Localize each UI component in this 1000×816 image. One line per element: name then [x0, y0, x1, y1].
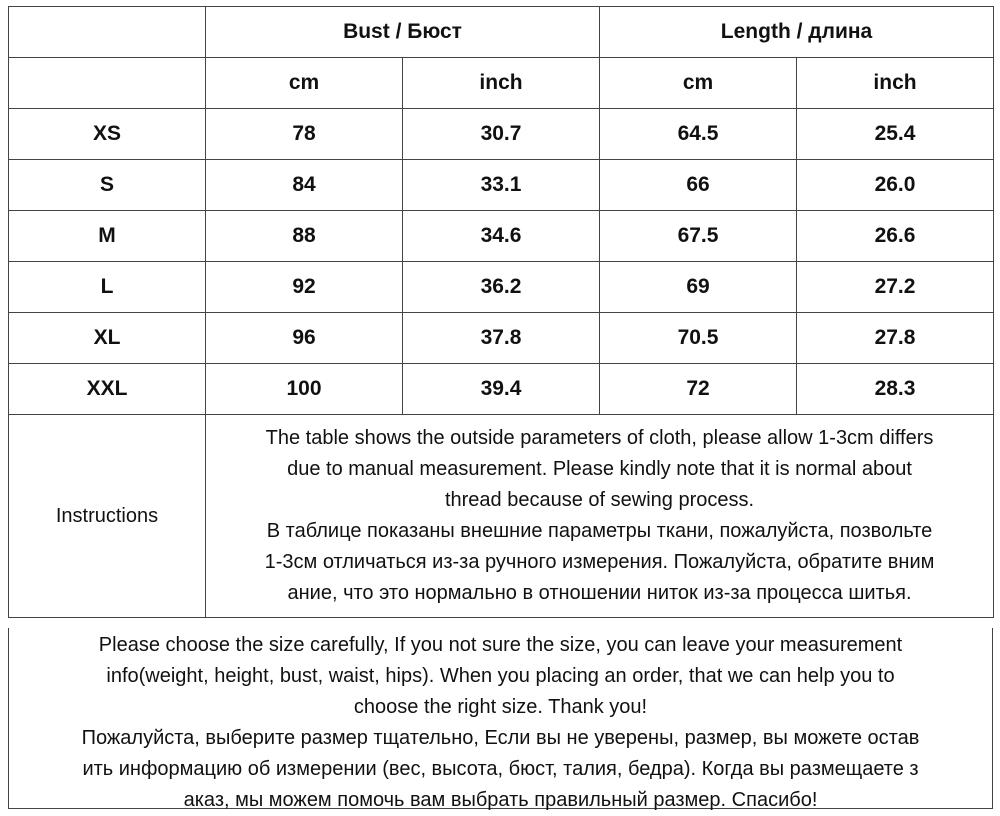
instructions-line: The table shows the outside parameters of cloth, please allow 1-3cm differs	[265, 427, 934, 449]
size-advice-note	[8, 628, 993, 809]
table-cell: 28.3	[797, 364, 994, 415]
table-cell: 36.2	[403, 262, 600, 313]
instructions-line: due to manual measurement. Please kindly note that it is normal about	[287, 458, 912, 480]
size-table	[8, 6, 994, 618]
table-row	[9, 160, 994, 211]
table-cell: 25.4	[797, 109, 994, 160]
instructions-line: thread because of sewing process.	[444, 489, 755, 511]
unit-header: inch	[403, 58, 600, 109]
corner-cell	[9, 58, 206, 109]
instructions-line: В таблице показаны внешние параметры ткани, пожалуйста, позвольте	[266, 520, 933, 542]
table-cell: 78	[206, 109, 403, 160]
table-cell: 66	[600, 160, 797, 211]
size-label: L	[9, 262, 206, 313]
instructions-text	[206, 415, 994, 618]
table-row	[9, 364, 994, 415]
table-row	[9, 109, 994, 160]
instructions-line: 1-3см отличаться из-за ручного измерения. Пожалуйста, обратите вним	[264, 551, 935, 573]
bust-header: Bust / Бюст	[206, 7, 600, 58]
table-cell: 26.0	[797, 160, 994, 211]
table-cell: 27.8	[797, 313, 994, 364]
table-cell: 67.5	[600, 211, 797, 262]
unit-header: cm	[600, 58, 797, 109]
size-label: XXL	[9, 364, 206, 415]
length-header: Length / длина	[600, 7, 994, 58]
table-cell: 70.5	[600, 313, 797, 364]
table-cell: 30.7	[403, 109, 600, 160]
instructions-row	[9, 415, 994, 618]
table-cell: 100	[206, 364, 403, 415]
table-cell: 64.5	[600, 109, 797, 160]
unit-header-row	[9, 58, 994, 109]
table-cell: 96	[206, 313, 403, 364]
table-row	[9, 313, 994, 364]
table-cell: 34.6	[403, 211, 600, 262]
table-cell: 88	[206, 211, 403, 262]
table-cell: 37.8	[403, 313, 600, 364]
note-line: Пожалуйста, выберите размер тщательно, Если вы не уверены, размер, вы можете остав	[81, 727, 920, 749]
note-line: Please choose the size carefully, If you not sure the size, you can leave your measurement	[98, 634, 903, 656]
note-line: ить информацию об измерении (вес, высота, бюст, талия, бедра). Когда вы размещаете з	[82, 758, 919, 780]
note-line: choose the right size. Thank you!	[353, 696, 648, 718]
table-row	[9, 211, 994, 262]
table-cell: 72	[600, 364, 797, 415]
note-line: info(weight, height, bust, waist, hips). When you placing an order, that we can help you to	[106, 665, 895, 687]
group-header-row	[9, 7, 994, 58]
size-label: S	[9, 160, 206, 211]
table-cell: 69	[600, 262, 797, 313]
size-label: M	[9, 211, 206, 262]
table-cell: 33.1	[403, 160, 600, 211]
note-line: аказ, мы можем помочь вам выбрать правильный размер. Спасибо!	[183, 789, 818, 811]
instructions-line: ание, что это нормально в отношении ниток из-за процесса шитья.	[287, 582, 912, 604]
size-label: XS	[9, 109, 206, 160]
table-cell: 92	[206, 262, 403, 313]
corner-cell	[9, 7, 206, 58]
size-label: XL	[9, 313, 206, 364]
table-cell: 26.6	[797, 211, 994, 262]
table-cell: 84	[206, 160, 403, 211]
table-cell: 27.2	[797, 262, 994, 313]
table-cell: 39.4	[403, 364, 600, 415]
table-row	[9, 262, 994, 313]
instructions-label: Instructions	[9, 415, 206, 618]
unit-header: inch	[797, 58, 994, 109]
unit-header: cm	[206, 58, 403, 109]
